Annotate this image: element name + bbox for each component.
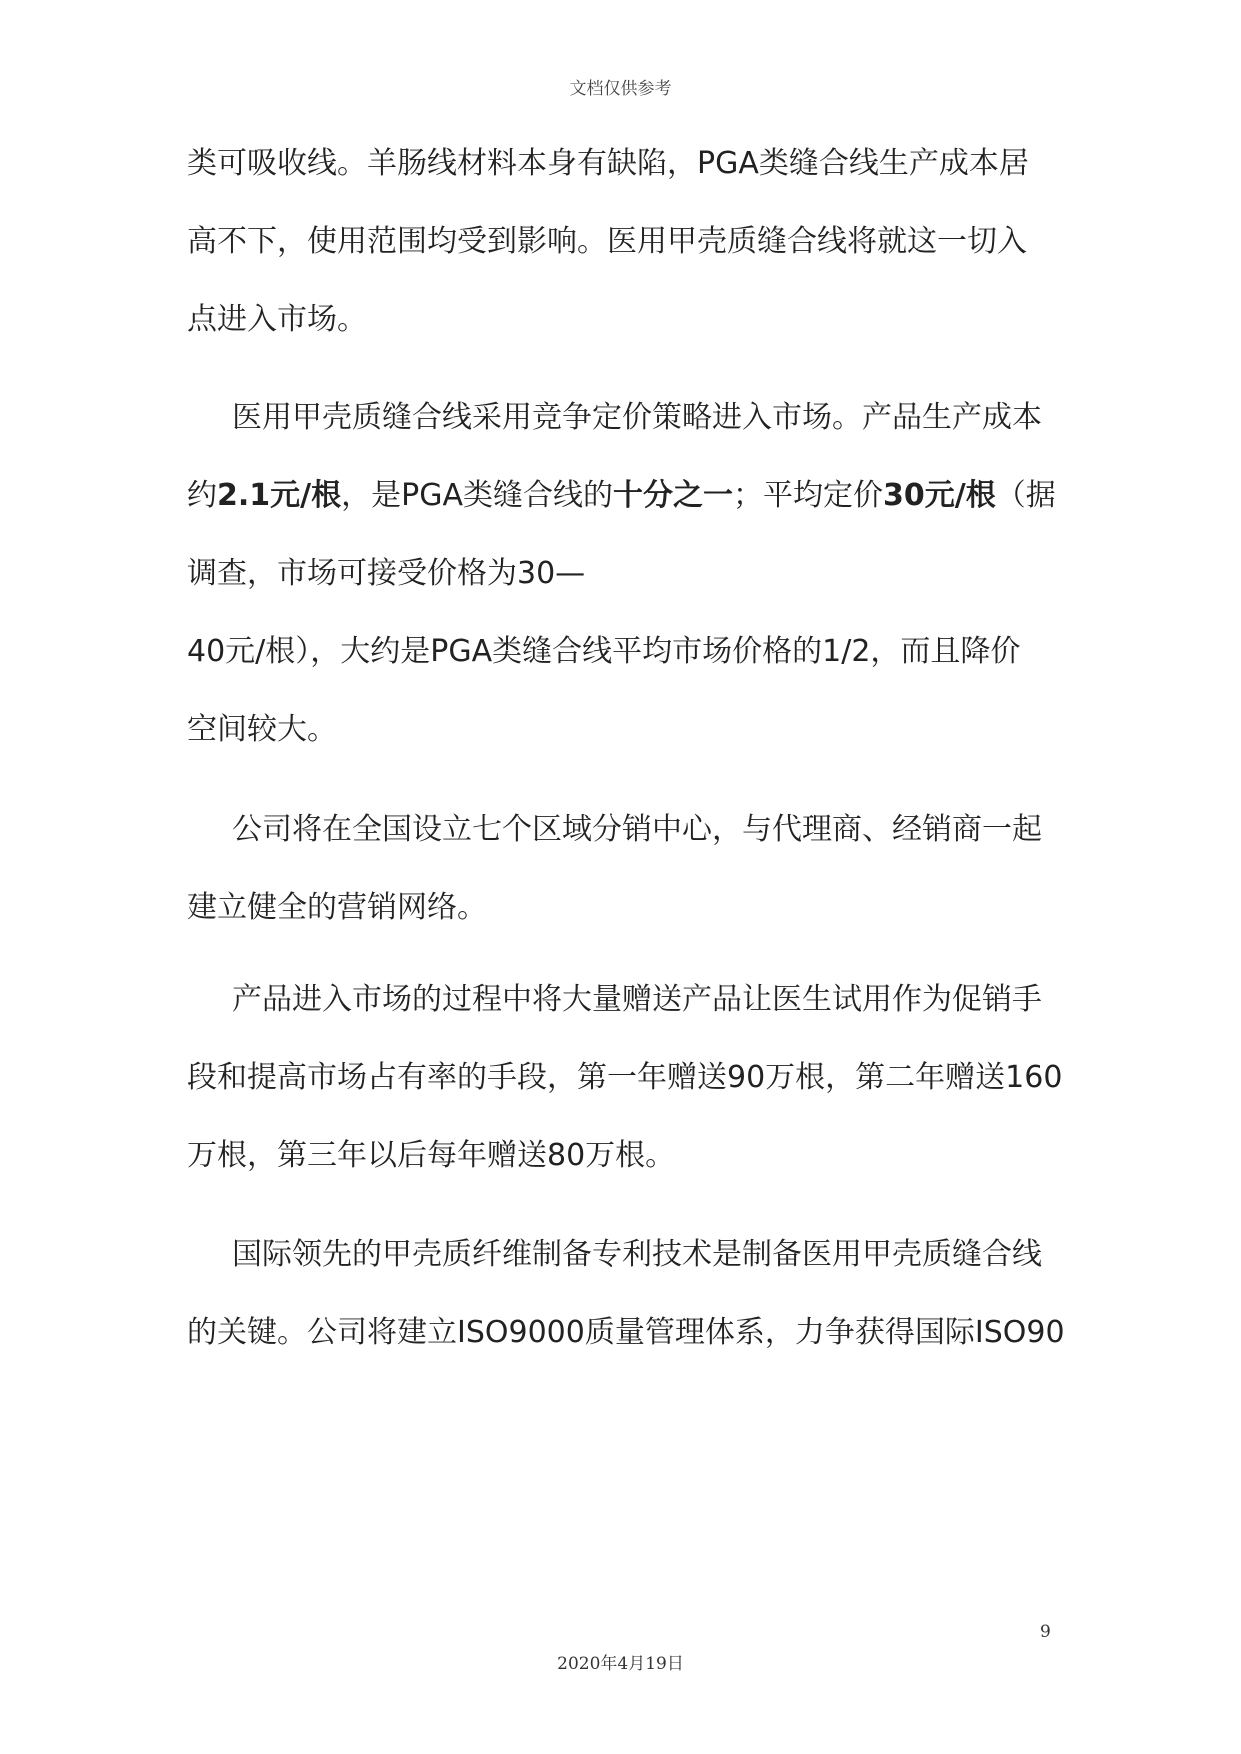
emphasis-price: 30元/根: [882, 478, 996, 513]
text-segment: ；平均定价: [732, 478, 883, 513]
paragraph-line: 万根，第三年以后每年赠送80万根。: [187, 1138, 676, 1173]
paragraph-line: 建立健全的营销网络。: [187, 890, 487, 925]
page-number: 9: [1040, 1622, 1051, 1642]
paragraph-line: 调查，市场可接受价格为30—: [187, 556, 586, 591]
paragraph-line: 的关键。公司将建立ISO9000质量管理体系，力争获得国际ISO90: [187, 1315, 1065, 1350]
paragraph-line-with-emphasis: [187, 476, 1056, 516]
paragraph-line: 段和提高市场占有率的手段，第一年赠送90万根，第二年赠送160: [187, 1060, 1063, 1095]
text-segment: （据: [995, 478, 1056, 513]
text-segment: ，是PGA类缝合线的: [341, 478, 613, 513]
text-segment: 约: [187, 478, 217, 513]
paragraph-line: 国际领先的甲壳质纤维制备专利技术是制备医用甲壳质缝合线: [232, 1237, 1042, 1272]
paragraph-line: 40元/根），大约是PGA类缝合线平均市场价格的1/2，而且降价: [187, 634, 1021, 669]
paragraph-line: 医用甲壳质缝合线采用竞争定价策略进入市场。产品生产成本: [232, 400, 1042, 435]
emphasis-cost: 2.1元/根: [217, 478, 342, 513]
paragraph-line: 类可吸收线。羊肠线材料本身有缺陷，PGA类缝合线生产成本居: [187, 146, 1029, 181]
paragraph-line: 高不下，使用范围均受到影响。医用甲壳质缝合线将就这一切入: [187, 224, 1027, 259]
paragraph-line: 产品进入市场的过程中将大量赠送产品让医生试用作为促销手: [232, 982, 1042, 1017]
emphasis-ratio: 十分之一: [612, 478, 733, 513]
page-footer-date: 2020年4月19日: [557, 1654, 684, 1674]
paragraph-line: 公司将在全国设立七个区域分销中心，与代理商、经销商一起: [232, 812, 1042, 847]
paragraph-line: 空间较大。: [187, 712, 337, 747]
paragraph-line: 点进入市场。: [187, 302, 367, 337]
page-header: 文档仅供参考: [569, 79, 672, 99]
